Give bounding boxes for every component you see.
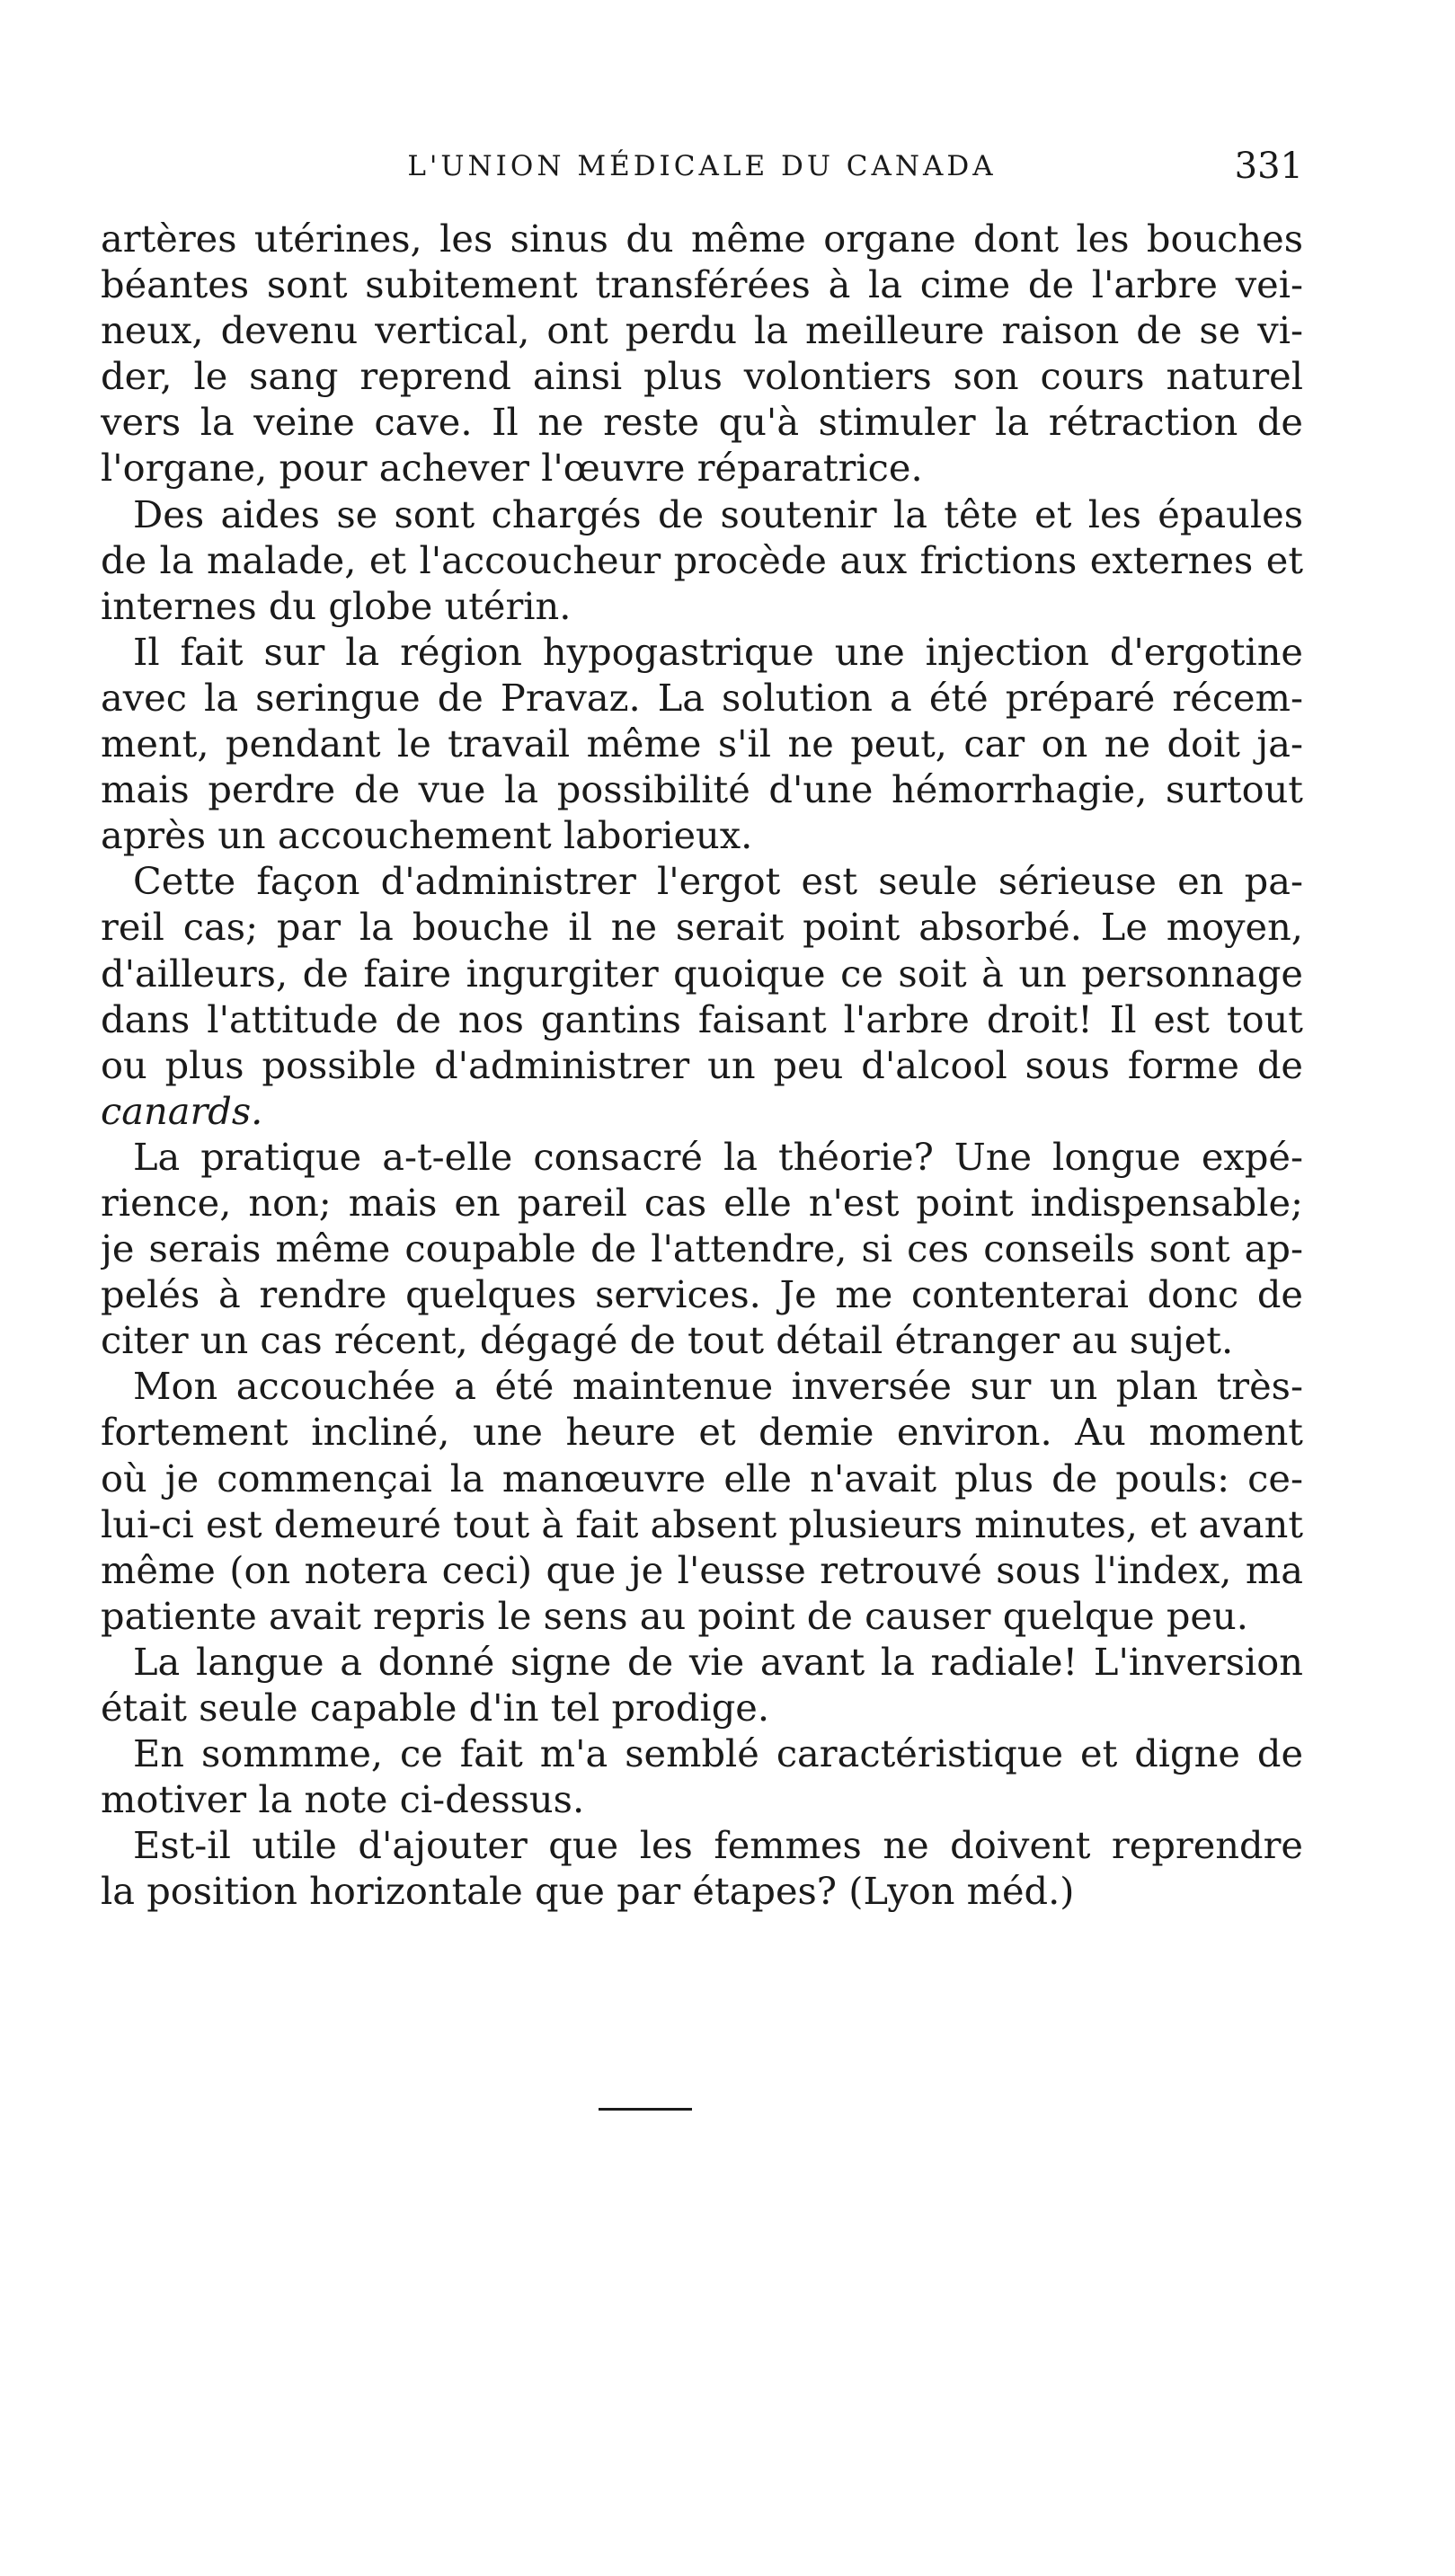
text-line: dans l'attitude de nos gantins faisant l'arbre droit! Il est tout bbox=[101, 996, 1303, 1041]
text-line: d'ailleurs, de faire ingurgiter quoique ce soit à un personnage bbox=[101, 951, 1303, 996]
paragraph bbox=[101, 1731, 1303, 1822]
text-line: der, le sang reprend ainsi plus volontiers son cours naturel bbox=[101, 354, 1303, 399]
text-line: En sommme, ce fait m'a semblé caractéristique et digne de bbox=[133, 1731, 1303, 1776]
text-line: vers la veine cave. Il ne reste qu'à stimuler la rétraction de bbox=[101, 400, 1303, 445]
text-line: où je commençai la manœuvre elle n'avait plus de pouls: ce- bbox=[101, 1456, 1303, 1500]
page-number: 331 bbox=[1234, 146, 1303, 187]
text-line: canards. bbox=[101, 1088, 263, 1133]
paragraph bbox=[101, 216, 1303, 491]
paragraph bbox=[101, 1134, 1303, 1363]
running-title: L'UNION MÉDICALE DU CANADA bbox=[407, 150, 997, 182]
text-line: lui-ci est demeuré tout à fait absent plusieurs minutes, et avant bbox=[101, 1501, 1303, 1546]
text-line: neux, devenu vertical, ont perdu la meilleure raison de se vi- bbox=[101, 308, 1303, 353]
text-line: patiente avait repris le sens au point de causer quelque peu. bbox=[101, 1593, 1248, 1638]
text-line: après un accouchement laborieux. bbox=[101, 813, 753, 858]
text-line: ment, pendant le travail même s'il ne peut, car on ne doit ja- bbox=[101, 721, 1303, 766]
paragraph bbox=[101, 1822, 1303, 1914]
text-line: internes du globe utérin. bbox=[101, 583, 572, 628]
text-line: Des aides se sont chargés de soutenir la tête et les épaules bbox=[133, 491, 1303, 536]
text-line: citer un cas récent, dégagé de tout détail étranger au sujet. bbox=[101, 1318, 1234, 1363]
text-line: ou plus possible d'administrer un peu d'alcool sous forme de bbox=[101, 1042, 1303, 1087]
text-line: je serais même coupable de l'attendre, si ces conseils sont ap- bbox=[101, 1226, 1303, 1271]
body-text bbox=[101, 216, 1303, 1914]
paragraph bbox=[101, 1363, 1303, 1639]
section-divider bbox=[599, 2108, 692, 2111]
paragraph bbox=[101, 1639, 1303, 1731]
paragraph bbox=[101, 629, 1303, 858]
text-line: l'organe, pour achever l'œuvre réparatrice. bbox=[101, 446, 923, 491]
text-line: motiver la note ci-dessus. bbox=[101, 1777, 585, 1822]
text-line: La langue a donné signe de vie avant la radiale! L'inversion bbox=[133, 1639, 1303, 1684]
paragraph bbox=[101, 491, 1303, 629]
text-line: Est-il utile d'ajouter que les femmes ne doivent reprendre bbox=[133, 1823, 1303, 1868]
text-line: Mon accouchée a été maintenue inversée sur un plan très- bbox=[133, 1364, 1303, 1409]
text-line: de la malade, et l'accoucheur procède aux frictions externes et bbox=[101, 537, 1303, 582]
text-line: rience, non; mais en pareil cas elle n'est point indispensable; bbox=[101, 1180, 1303, 1225]
paragraph bbox=[101, 858, 1303, 1134]
text-line: pelés à rendre quelques services. Je me contenterai donc de bbox=[101, 1272, 1303, 1317]
text-line: Il fait sur la région hypogastrique une injection d'ergotine bbox=[133, 629, 1303, 674]
running-head bbox=[101, 144, 1303, 189]
text-line: artères utérines, les sinus du même organe dont les bouches bbox=[101, 217, 1303, 261]
text-line: avec la seringue de Pravaz. La solution a été préparé récem- bbox=[101, 675, 1303, 720]
text-line: reil cas; par la bouche il ne serait point absorbé. Le moyen, bbox=[101, 905, 1303, 950]
text-line: La pratique a-t-elle consacré la théorie? Une longue expé- bbox=[133, 1134, 1303, 1179]
text-line: était seule capable d'in tel prodige. bbox=[101, 1686, 770, 1730]
text-line: même (on notera ceci) que je l'eusse retrouvé sous l'index, ma bbox=[101, 1547, 1303, 1592]
text-line: mais perdre de vue la possibilité d'une hémorrhagie, surtout bbox=[101, 767, 1303, 812]
text-line: béantes sont subitement transférées à la cime de l'arbre vei- bbox=[101, 262, 1303, 307]
text-line: Cette façon d'administrer l'ergot est seule sérieuse en pa- bbox=[133, 859, 1303, 904]
text-line: fortement incliné, une heure et demie environ. Au moment bbox=[101, 1410, 1303, 1455]
text-line: la position horizontale que par étapes? (Lyon méd.) bbox=[101, 1869, 1075, 1914]
